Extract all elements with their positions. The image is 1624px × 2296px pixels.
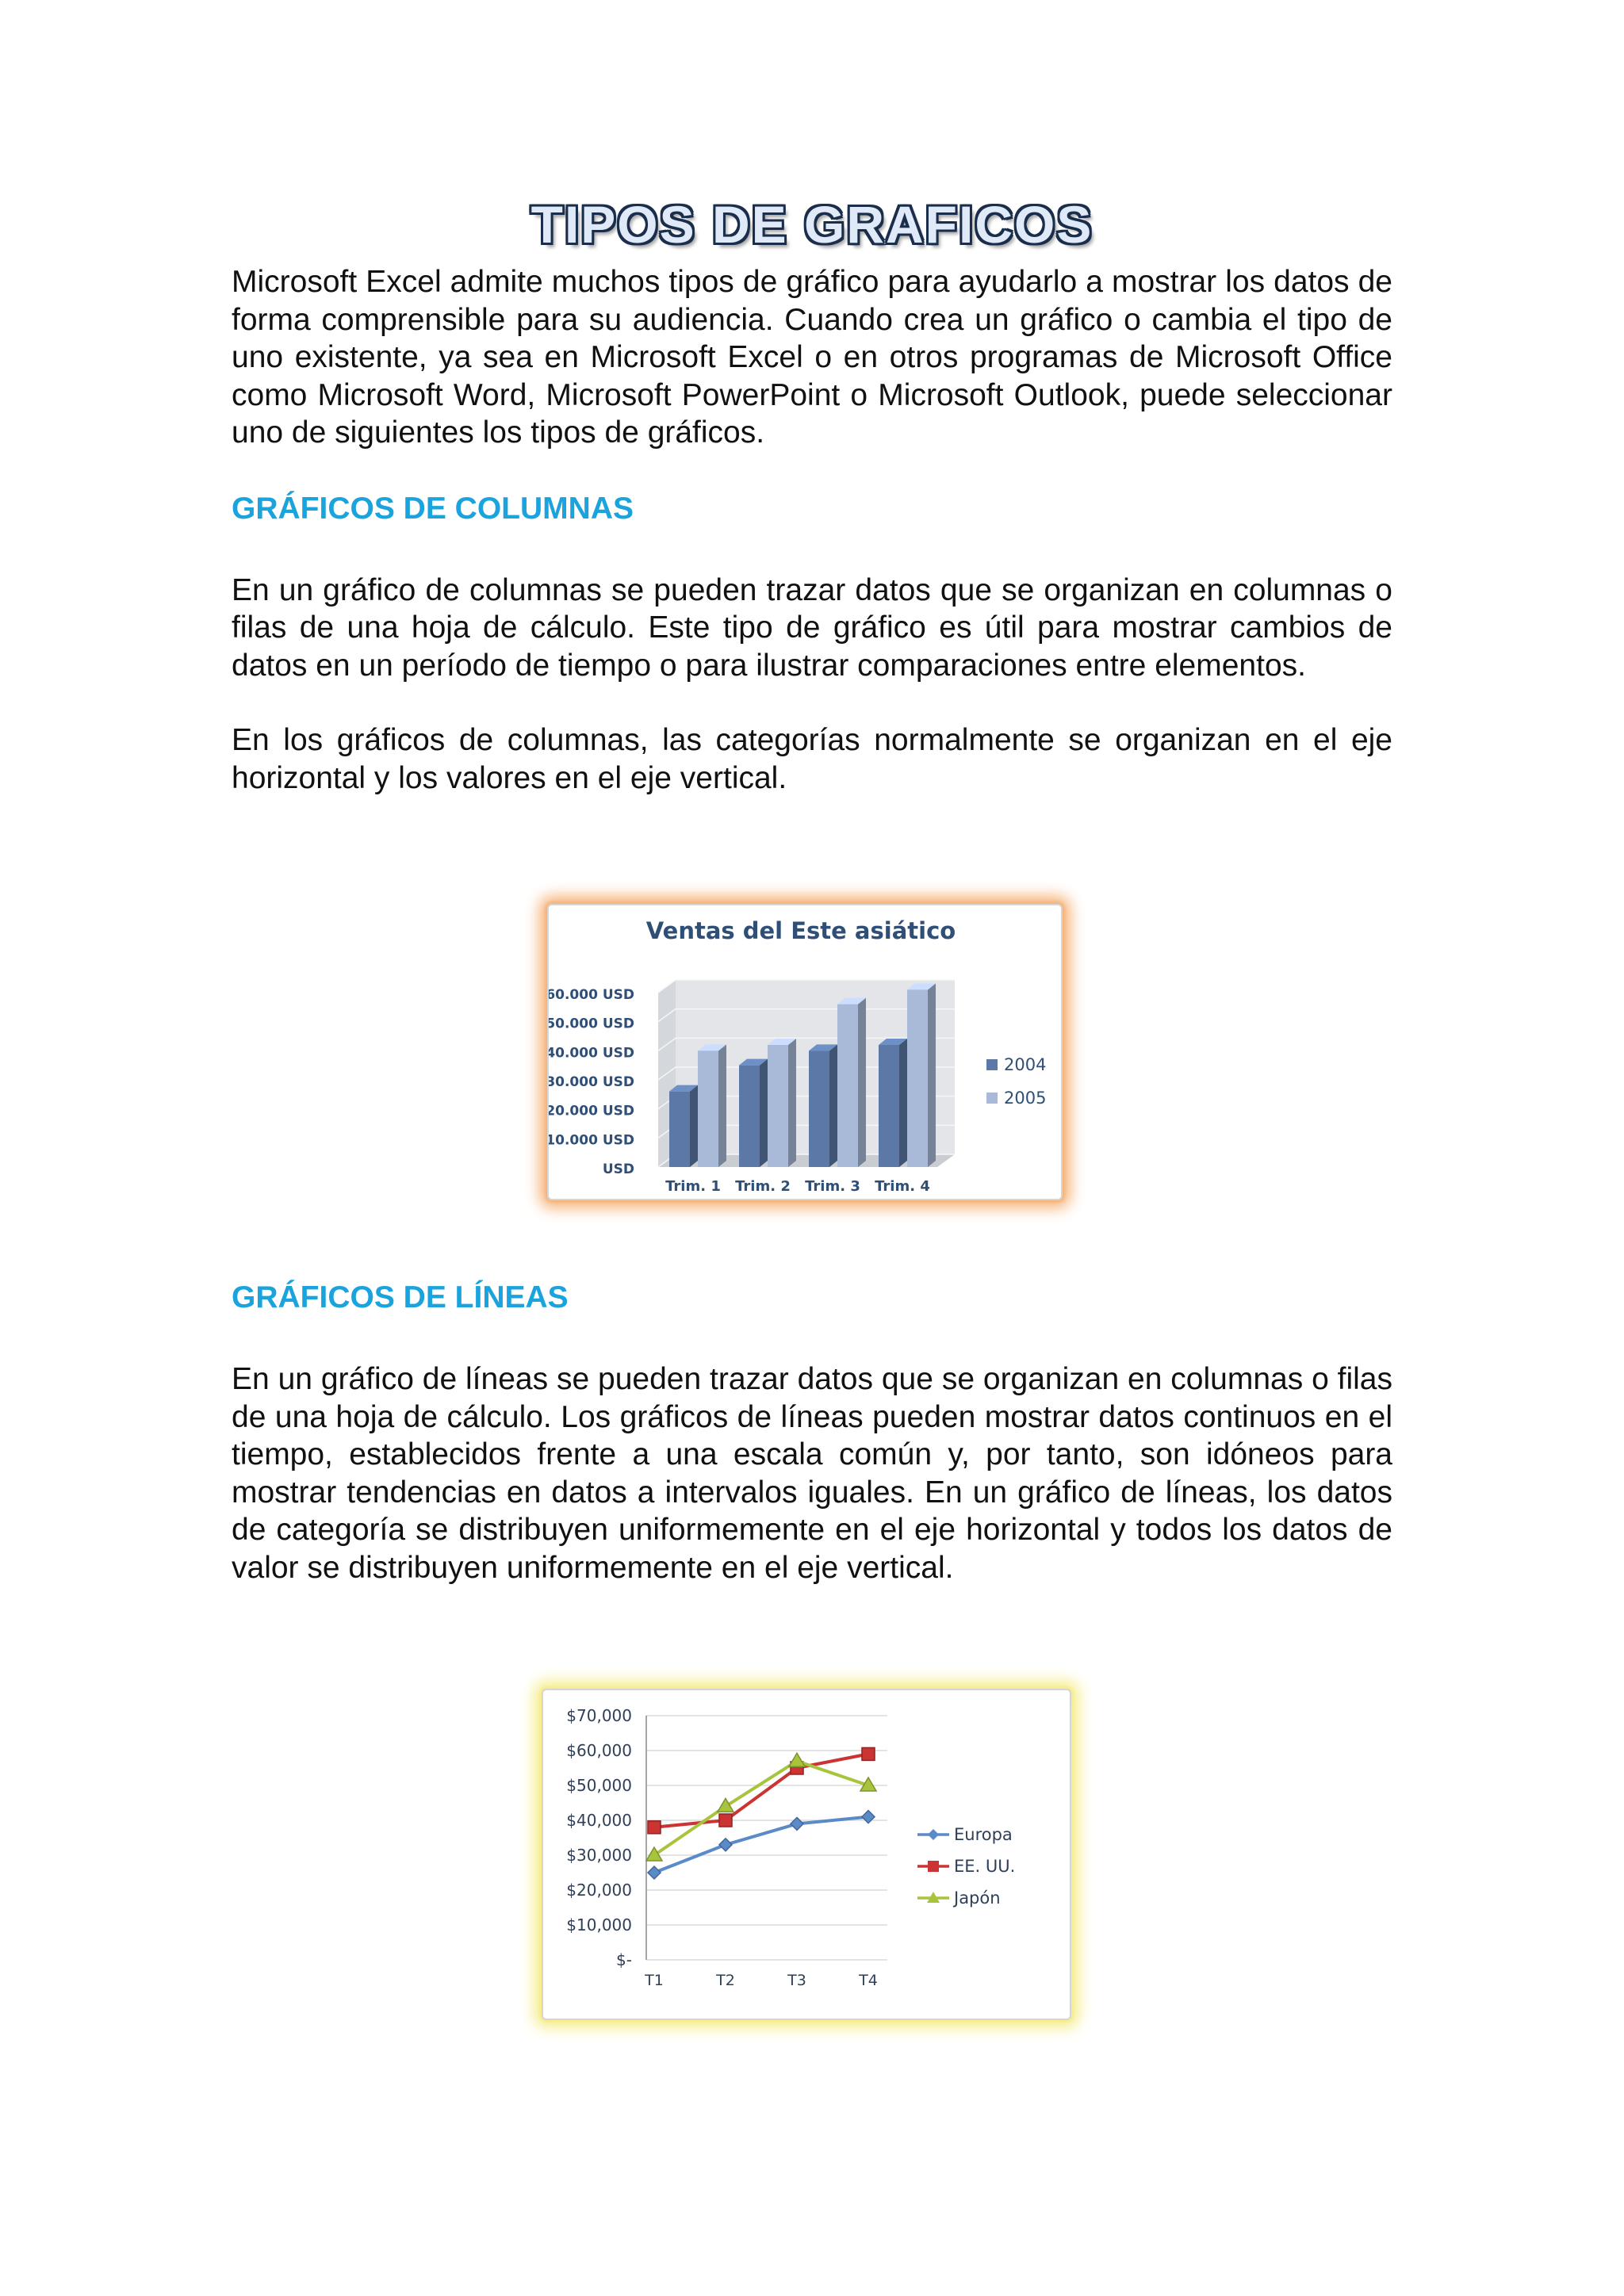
section-heading-columns: GRÁFICOS DE COLUMNAS xyxy=(232,491,634,526)
y-tick-label: 50.000 USD xyxy=(549,1016,634,1032)
document-page xyxy=(232,190,1392,1989)
legend-label: EE. UU. xyxy=(954,1857,1016,1876)
data-point-marker xyxy=(791,1817,803,1830)
column-bar xyxy=(837,1004,858,1167)
x-tick-label: T3 xyxy=(787,1972,806,1989)
y-tick-label: 10.000 USD xyxy=(549,1132,634,1149)
y-tick-label: $10,000 xyxy=(566,1915,632,1934)
data-point-marker xyxy=(646,1847,662,1861)
y-tick-label: $20,000 xyxy=(566,1881,632,1900)
column-chart-frame xyxy=(547,904,1063,1200)
y-tick-label: $- xyxy=(616,1950,632,1969)
columns-paragraph-1: En un gráfico de columnas se pueden trazar datos que se organizan en columnas o filas de una hoja de cálculo. Este tipo de gráfico es útil para mostrar cambios de datos en un período de tiempo o para ilustrar comparaciones entre elementos. xyxy=(232,572,1392,683)
column-bar xyxy=(669,1092,690,1167)
legend-marker xyxy=(928,1861,939,1872)
legend-label: 2005 xyxy=(1004,1089,1047,1108)
y-tick-label: 20.000 USD xyxy=(549,1103,634,1119)
column-bar-side xyxy=(690,1085,698,1167)
y-tick-label: $40,000 xyxy=(566,1811,632,1830)
column-bar-side xyxy=(718,1044,726,1167)
line-chart xyxy=(543,1690,1070,2019)
legend-label: 2004 xyxy=(1004,1055,1047,1074)
column-bar xyxy=(879,1045,899,1167)
data-point-marker xyxy=(648,1821,661,1834)
y-tick-label: $50,000 xyxy=(566,1776,632,1795)
x-tick-label: Trim. 2 xyxy=(735,1178,791,1195)
legend-label: Japón xyxy=(954,1888,1001,1908)
data-point-marker xyxy=(718,1798,733,1812)
legend-marker xyxy=(928,1829,939,1840)
y-tick-label: $70,000 xyxy=(566,1706,632,1725)
x-tick-label: Trim. 3 xyxy=(805,1178,860,1195)
y-tick-label: $60,000 xyxy=(566,1741,632,1760)
column-bar xyxy=(809,1050,829,1167)
chart-title: Ventas del Este asiático xyxy=(645,917,956,944)
column-bar-side xyxy=(928,983,936,1167)
data-point-marker xyxy=(862,1811,875,1823)
legend-swatch xyxy=(986,1059,998,1070)
column-bar xyxy=(768,1045,788,1167)
document-title: TIPOS DE GRAFICOS xyxy=(530,195,1094,254)
column-bar xyxy=(698,1050,718,1167)
column-bar-side xyxy=(829,1044,837,1167)
column-bar-side xyxy=(760,1059,768,1167)
column-bar xyxy=(739,1066,760,1167)
legend-swatch xyxy=(986,1093,998,1104)
x-tick-label: T1 xyxy=(645,1972,664,1989)
data-point-marker xyxy=(789,1753,805,1766)
intro-paragraph: Microsoft Excel admite muchos tipos de gráfico para ayudarlo a mostrar los datos de forma comprensible para su audiencia. Cuando crea un gráfico o cambia el tipo de uno existente, ya sea en Microsoft Excel o en otros programas de Microsoft Office como Microsoft Word, Microsoft PowerPoint o Microsoft Outlook, puede seleccionar uno de siguientes los tipos de gráficos. xyxy=(232,265,1392,450)
column-bar-side xyxy=(899,1039,907,1167)
column-chart xyxy=(549,905,1061,1199)
section-heading-lines: GRÁFICOS DE LÍNEAS xyxy=(232,1280,569,1314)
series-line xyxy=(654,1761,868,1855)
y-tick-label: 60.000 USD xyxy=(549,987,634,1003)
lines-paragraph: En un gráfico de líneas se pueden trazar datos que se organizan en columnas o filas de una hoja de cálculo. Los gráficos de líneas pueden mostrar datos continuos en el tiempo, establecidos frente a una escala común y, por tanto, son idóneos para mostrar tendencias en datos a intervalos iguales. En un gráfico de líneas, los datos de categoría se distribuyen uniformemente en el eje horizontal y todos los datos de valor se distribuyen uniformemente en el eje vertical. xyxy=(232,1362,1392,1585)
x-tick-label: Trim. 1 xyxy=(665,1178,721,1195)
y-tick-label: 40.000 USD xyxy=(549,1045,634,1062)
legend-label: Europa xyxy=(954,1825,1013,1844)
column-bar-side xyxy=(788,1039,796,1167)
x-tick-label: T2 xyxy=(716,1972,735,1989)
y-tick-label: $30,000 xyxy=(566,1846,632,1865)
x-tick-label: T4 xyxy=(859,1972,878,1989)
y-tick-label: USD xyxy=(602,1161,634,1177)
columns-paragraph-2: En los gráficos de columnas, las categorías normalmente se organizan en el eje horizontal y los valores en el eje vertical. xyxy=(232,723,1392,795)
data-point-marker xyxy=(862,1747,875,1760)
series-line xyxy=(654,1754,868,1827)
data-point-marker xyxy=(648,1866,661,1879)
x-tick-label: Trim. 4 xyxy=(875,1178,930,1195)
column-bar-side xyxy=(858,998,866,1167)
data-point-marker xyxy=(719,1814,732,1827)
data-point-marker xyxy=(719,1839,732,1851)
line-chart-frame xyxy=(542,1689,1071,2020)
column-bar xyxy=(907,989,928,1167)
y-tick-label: 30.000 USD xyxy=(549,1074,634,1090)
